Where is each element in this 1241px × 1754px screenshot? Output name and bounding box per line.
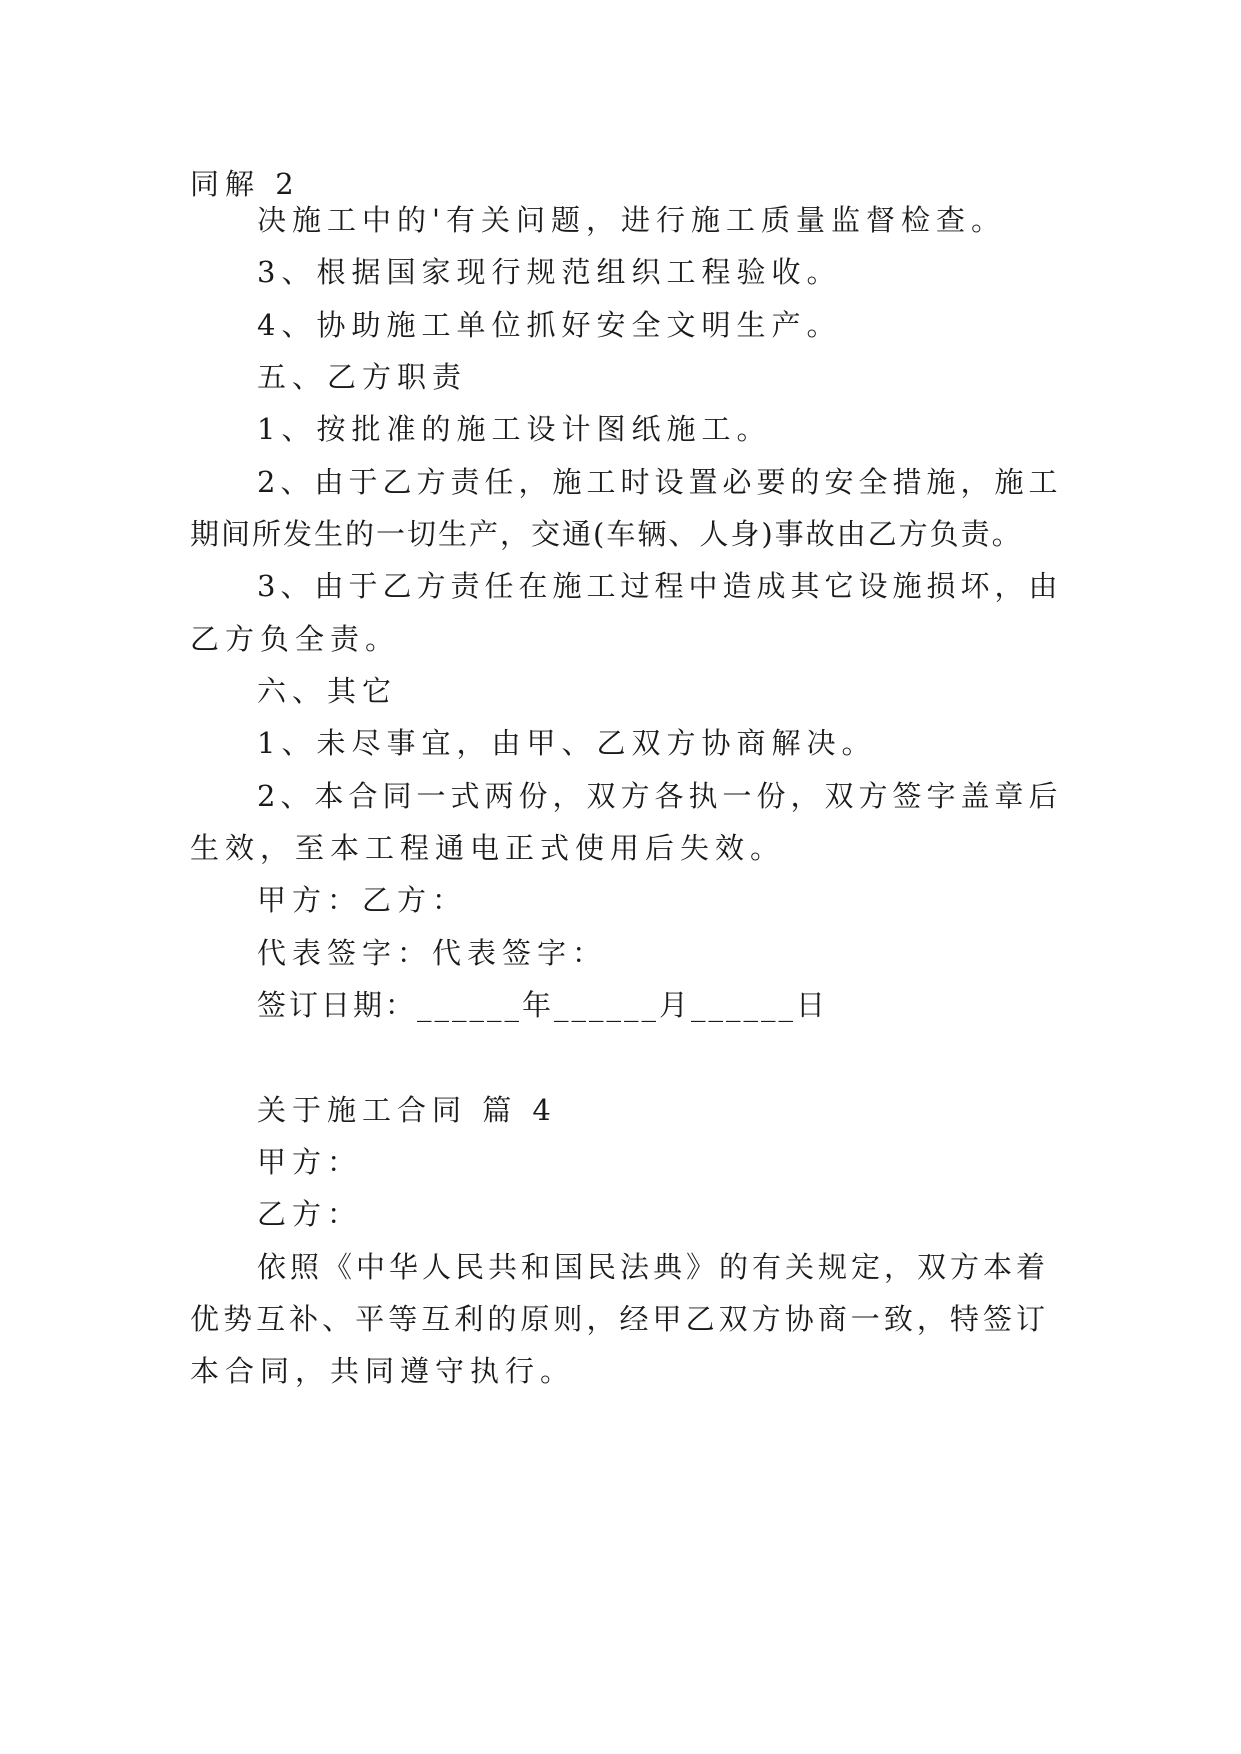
paragraph-line: 优势互补、平等互利的原则，经甲乙双方协商一致，特签订	[190, 1302, 1048, 1336]
section-heading: 五、乙方职责	[257, 360, 468, 394]
paragraph-line: 决施工中的'有关问题，进行施工质量监督检查。	[257, 203, 1006, 237]
list-item: 4、协助施工单位抓好安全文明生产。	[257, 308, 842, 342]
list-item: 2、由于乙方责任，施工时设置必要的安全措施，施工	[257, 465, 1063, 499]
list-item: 1、未尽事宜，由甲、乙双方协商解决。	[257, 726, 877, 760]
paragraph-line: 依照《中华人民共和国民法典》的有关规定，双方本着	[257, 1250, 1048, 1284]
page-continuation-fragment: 同解 2	[190, 167, 300, 201]
paragraph-line: 乙方负全责。	[190, 622, 401, 656]
paragraph-line: 本合同，共同遵守执行。	[190, 1354, 576, 1388]
list-item: 3、由于乙方责任在施工过程中造成其它设施损坏，由	[257, 569, 1063, 603]
section-title: 关于施工合同 篇 4	[257, 1093, 557, 1127]
party-b-line: 乙方：	[257, 1197, 363, 1231]
section-heading: 六、其它	[257, 674, 398, 708]
list-item: 3、根据国家现行规范组织工程验收。	[257, 255, 842, 289]
list-item: 1、按批准的施工设计图纸施工。	[257, 412, 772, 446]
signature-parties: 甲方：乙方：	[257, 883, 468, 917]
representative-signature-line: 代表签字：代表签字：	[257, 936, 608, 970]
party-a-line: 甲方：	[257, 1145, 363, 1179]
paragraph-line: 期间所发生的一切生产，交通(车辆、人身)事故由乙方负责。	[190, 517, 1023, 551]
signing-date-line: 签订日期：______年______月______日	[257, 988, 829, 1022]
paragraph-line: 生效，至本工程通电正式使用后失效。	[190, 831, 786, 865]
list-item: 2、本合同一式两份，双方各执一份，双方签字盖章后	[257, 779, 1063, 813]
